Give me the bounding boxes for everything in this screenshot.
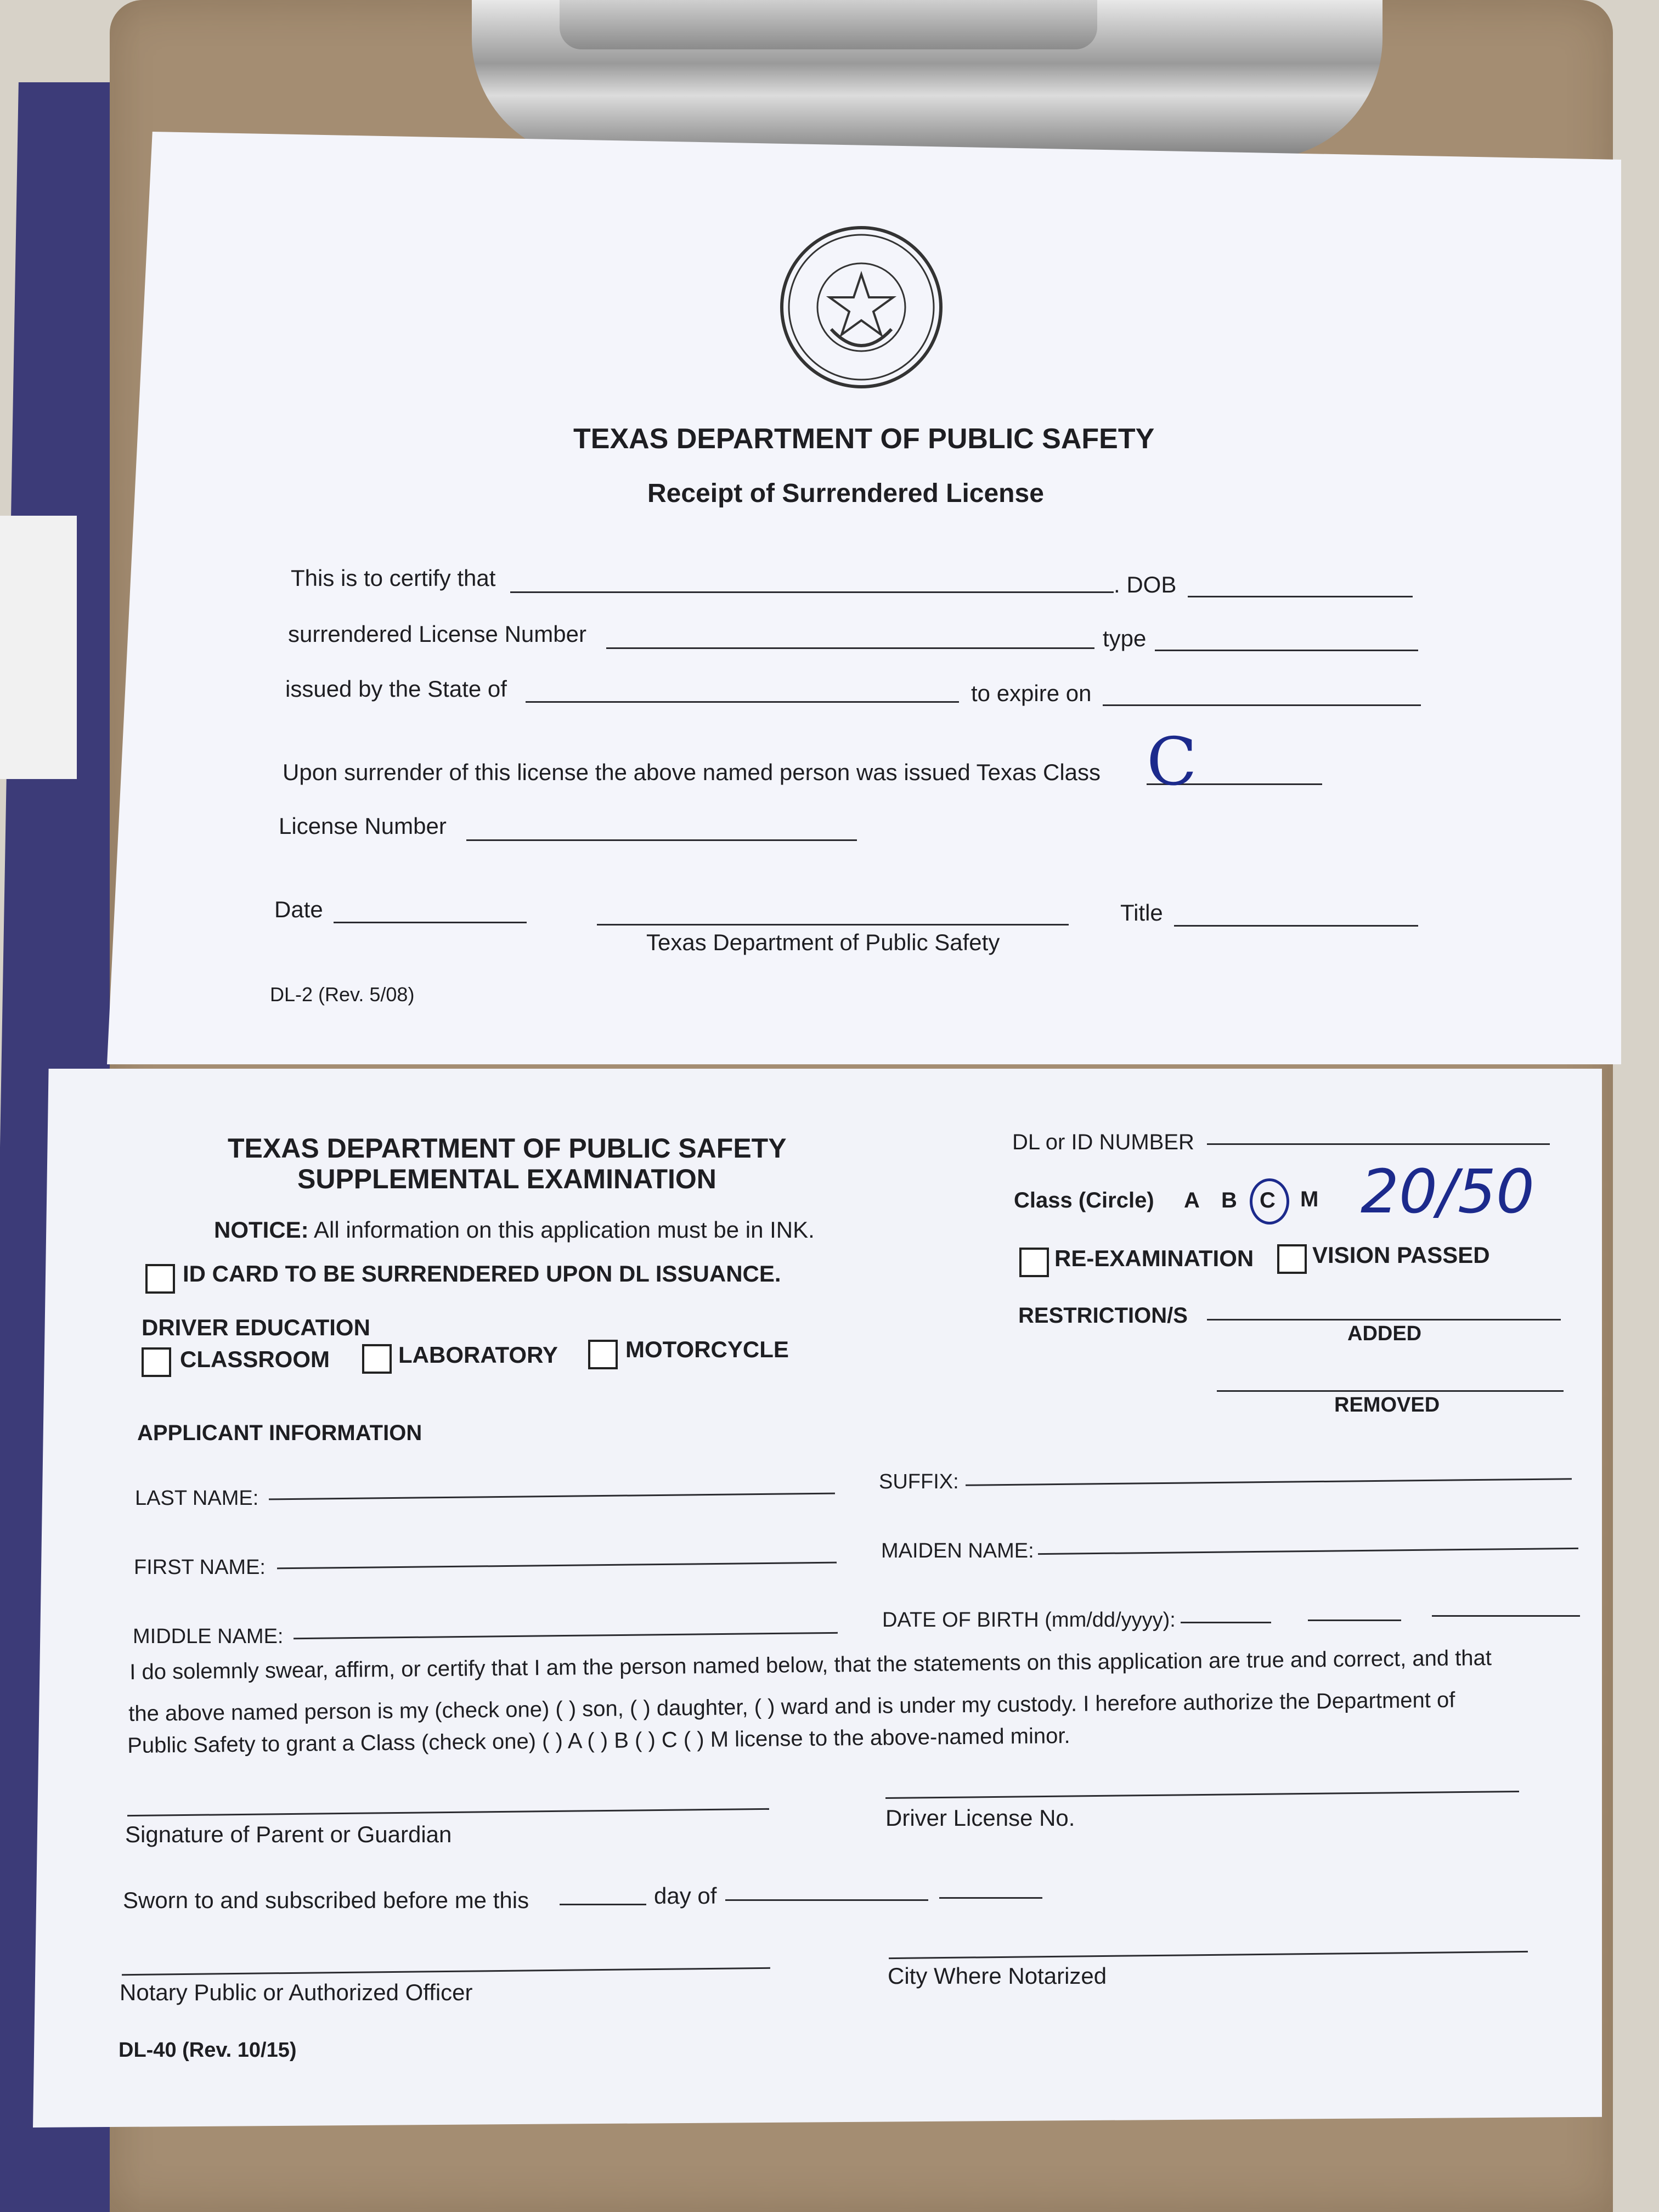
certify-name-field[interactable] [510, 591, 1114, 593]
classroom-label: CLASSROOM [180, 1346, 330, 1372]
texas-state-seal-icon [779, 225, 944, 390]
issued-state-label: issued by the State of [285, 676, 507, 702]
restrictions-label: RESTRICTION/S [1018, 1304, 1188, 1328]
reexamination-label: RE-EXAMINATION [1054, 1245, 1254, 1271]
driver-education-label: DRIVER EDUCATION [142, 1314, 370, 1340]
id-card-label: ID CARD TO BE SURRENDERED UPON DL ISSUANCE. [183, 1261, 781, 1286]
maiden-name-label: MAIDEN NAME: [881, 1539, 1034, 1562]
dob-year-field[interactable] [1432, 1615, 1580, 1617]
classroom-checkbox[interactable] [142, 1347, 171, 1377]
dl-id-number-field[interactable] [1207, 1143, 1550, 1145]
sworn-month-field[interactable] [725, 1899, 928, 1901]
sworn-year-field[interactable] [939, 1897, 1042, 1899]
laboratory-checkbox[interactable] [362, 1344, 392, 1374]
class-option-m[interactable]: M [1300, 1187, 1319, 1211]
parent-signature-label: Signature of Parent or Guardian [125, 1821, 452, 1847]
oath-line-1: I do solemnly swear, affirm, or certify that I am the person named below, that the statements on this application are true and correct, and that [129, 1646, 1492, 1684]
type-label: type [1103, 625, 1147, 651]
city-notarized-label: City Where Notarized [888, 1963, 1107, 1989]
date-label: Date [274, 896, 323, 922]
driver-license-no-label: Driver License No. [885, 1805, 1075, 1831]
class-option-c[interactable]: C [1260, 1188, 1276, 1212]
class-option-a[interactable]: A [1184, 1188, 1200, 1212]
vision-passed-checkbox[interactable] [1277, 1244, 1307, 1274]
license-number-label: License Number [279, 813, 447, 839]
expire-field[interactable] [1103, 704, 1421, 706]
certify-label: This is to certify that [291, 565, 496, 591]
dob-field[interactable] [1188, 596, 1413, 597]
surrendered-license-label: surrendered License Number [288, 621, 586, 647]
class-c-circled-mark [1250, 1178, 1289, 1224]
date-of-birth-label: DATE OF BIRTH (mm/dd/yyyy): [882, 1609, 1176, 1632]
clipboard-clip-top [560, 0, 1097, 49]
handwritten-vision-score: 20/50 [1361, 1156, 1535, 1227]
motorcycle-label: MOTORCYCLE [625, 1336, 789, 1362]
dob-day-field[interactable] [1308, 1620, 1401, 1621]
restrictions-added-field[interactable] [1207, 1319, 1561, 1321]
signature-field[interactable] [597, 924, 1069, 926]
motorcycle-checkbox[interactable] [588, 1340, 618, 1369]
restrictions-removed-field[interactable] [1217, 1390, 1564, 1392]
first-name-label: FIRST NAME: [134, 1556, 266, 1579]
dps-caption: Texas Department of Public Safety [646, 929, 1000, 955]
oath-line-3: Public Safety to grant a Class (check one) ( ) A ( ) B ( ) C ( ) M license to the above-named minor. [127, 1724, 1070, 1758]
issued-state-field[interactable] [526, 701, 959, 703]
dl-id-number-label: DL or ID NUMBER [1012, 1130, 1194, 1154]
supplemental-form-id: DL-40 (Rev. 10/15) [119, 2039, 297, 2062]
dob-month-field[interactable] [1181, 1622, 1271, 1623]
sworn-day-field[interactable] [560, 1904, 646, 1905]
middle-name-label: MIDDLE NAME: [133, 1625, 284, 1648]
title-label: Title [1120, 900, 1163, 926]
dob-label: . DOB [1114, 572, 1177, 597]
last-name-label: LAST NAME: [135, 1487, 259, 1510]
supplemental-heading-1: TEXAS DEPARTMENT OF PUBLIC SAFETY [228, 1133, 787, 1164]
receipt-subheading: Receipt of Surrendered License [647, 479, 1044, 508]
id-card-checkbox[interactable] [145, 1264, 175, 1294]
removed-label: REMOVED [1334, 1393, 1440, 1417]
vision-passed-label: VISION PASSED [1312, 1242, 1490, 1268]
day-of-label: day of [654, 1883, 717, 1909]
applicant-information-label: APPLICANT INFORMATION [137, 1421, 422, 1445]
receipt-form-id: DL-2 (Rev. 5/08) [270, 983, 415, 1006]
class-circle-label: Class (Circle) [1014, 1188, 1154, 1212]
date-field[interactable] [334, 922, 527, 923]
sworn-label: Sworn to and subscribed before me this [123, 1887, 529, 1913]
added-label: ADDED [1347, 1322, 1422, 1345]
laboratory-label: LABORATORY [398, 1342, 558, 1368]
notary-label: Notary Public or Authorized Officer [120, 1979, 473, 2005]
handwritten-class: C [1147, 724, 1197, 800]
supplemental-heading-2: SUPPLEMENTAL EXAMINATION [297, 1164, 716, 1194]
notice-label: NOTICE: [214, 1217, 309, 1243]
class-option-b[interactable]: B [1221, 1188, 1237, 1212]
surrendered-license-field[interactable] [606, 647, 1094, 649]
notice-body: All information on this application must be in INK. [314, 1217, 815, 1243]
notice-text [214, 1217, 815, 1243]
license-number-field[interactable] [466, 839, 857, 841]
folder-label-stripe [0, 516, 77, 779]
reexamination-checkbox[interactable] [1019, 1248, 1049, 1277]
type-field[interactable] [1155, 650, 1418, 651]
suffix-label: SUFFIX: [879, 1470, 959, 1493]
expire-label: to expire on [971, 680, 1092, 706]
upon-surrender-text: Upon surrender of this license the above named person was issued Texas Class [283, 759, 1101, 785]
title-field[interactable] [1174, 925, 1418, 927]
receipt-heading: TEXAS DEPARTMENT OF PUBLIC SAFETY [573, 423, 1155, 455]
oath-line-2: the above named person is my (check one) ( ) son, ( ) daughter, ( ) ward and is under my custody. I herefore authorize the Department of [128, 1688, 1455, 1726]
